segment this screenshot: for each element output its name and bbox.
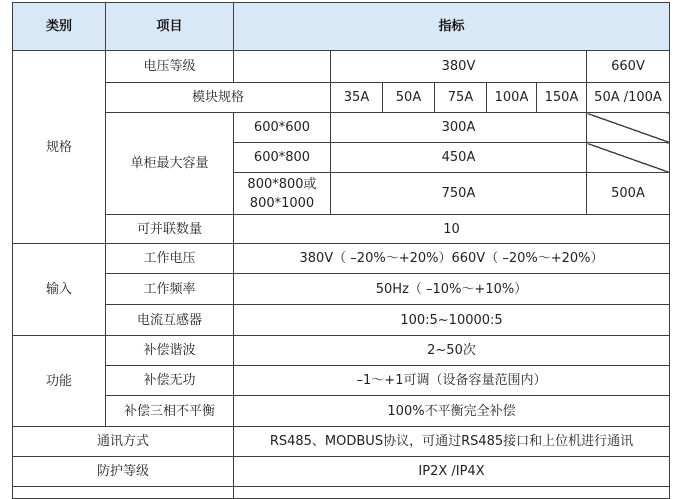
module-value: 50A <box>383 83 435 113</box>
header-row <box>13 3 670 51</box>
reactive-value: –1～+1可调（设备容量范围内） <box>234 366 670 396</box>
reactive-row <box>13 366 670 396</box>
spec-table <box>12 2 670 499</box>
module-value: 35A <box>331 83 383 113</box>
cabinet-value: 750A <box>331 173 587 215</box>
ct-label: 电流互感器 <box>106 305 234 336</box>
voltage-660: 660V <box>587 51 670 83</box>
module-value: 75A <box>435 83 487 113</box>
diagonal-empty-cell <box>587 143 670 173</box>
cut-off-cell <box>234 487 670 499</box>
diagonal-empty-cell <box>587 113 670 143</box>
protection-value: IP2X /IP4X <box>234 457 670 487</box>
ct-value: 100:5~10000:5 <box>234 305 670 336</box>
category-function: 功能 <box>13 336 106 427</box>
module-value: 150A <box>537 83 587 113</box>
category-input: 输入 <box>13 244 106 336</box>
cabinet-size: 600*600 <box>234 113 331 143</box>
header-item: 项目 <box>106 3 234 51</box>
ct-row <box>13 305 670 336</box>
cabinet-value: 450A <box>331 143 587 173</box>
comm-label: 通讯方式 <box>13 427 234 457</box>
frequency-value: 50Hz（ –10%～+10%） <box>234 274 670 305</box>
parallel-value: 10 <box>234 215 670 244</box>
parallel-label: 可并联数量 <box>106 215 234 244</box>
work-voltage-label: 工作电压 <box>106 244 234 274</box>
module-660: 50A /100A <box>587 83 670 113</box>
frequency-row <box>13 274 670 305</box>
module-label: 模块规格 <box>106 83 331 113</box>
comm-row <box>13 427 670 457</box>
voltage-blank <box>234 51 331 83</box>
harmonic-label: 补偿谐波 <box>106 336 234 366</box>
cabinet-value-660: 500A <box>587 173 670 215</box>
voltage-row <box>13 51 670 83</box>
comm-value: RS485、MODBUS协议，可通过RS485接口和上位机进行通讯 <box>234 427 670 457</box>
cabinet-size: 600*800 <box>234 143 331 173</box>
unbalance-value: 100%不平衡完全补偿 <box>234 396 670 427</box>
harmonic-value: 2~50次 <box>234 336 670 366</box>
cabinet-row <box>13 113 670 143</box>
unbalance-row <box>13 396 670 427</box>
table-row <box>13 487 670 499</box>
protection-label: 防护等级 <box>13 457 234 487</box>
capacity-label: 单柜最大容量 <box>106 113 234 215</box>
header-spec: 指标 <box>234 3 670 51</box>
header-category: 类别 <box>13 3 106 51</box>
cabinet-size: 800*800或800*1000 <box>234 173 331 215</box>
frequency-label: 工作频率 <box>106 274 234 305</box>
reactive-label: 补偿无功 <box>106 366 234 396</box>
work-voltage-value: 380V（ –20%～+20%）660V（ –20%～+20%） <box>234 244 670 274</box>
harmonic-row <box>13 336 670 366</box>
protection-row <box>13 457 670 487</box>
module-value: 100A <box>487 83 537 113</box>
module-row <box>13 83 670 113</box>
cabinet-value: 300A <box>331 113 587 143</box>
category-specs: 规格 <box>13 51 106 244</box>
cut-off-cell <box>13 487 234 499</box>
voltage-label: 电压等级 <box>106 51 234 83</box>
unbalance-label: 补偿三相不平衡 <box>106 396 234 427</box>
parallel-row <box>13 215 670 244</box>
voltage-380: 380V <box>331 51 587 83</box>
work-voltage-row <box>13 244 670 274</box>
